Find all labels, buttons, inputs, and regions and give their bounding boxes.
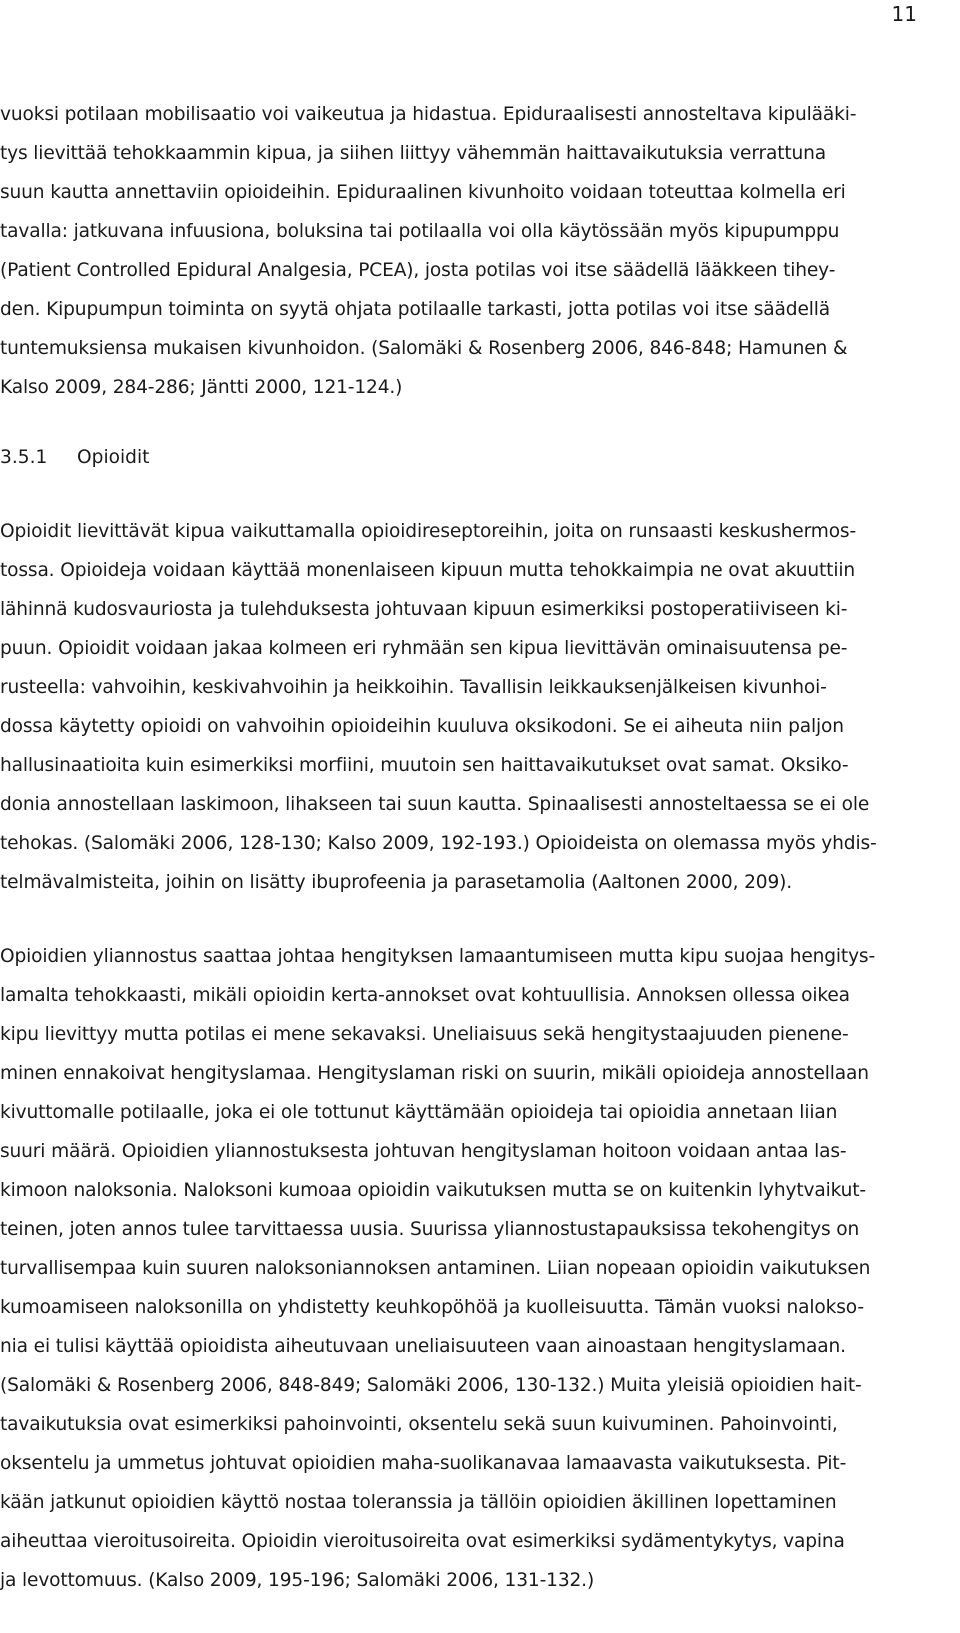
section-title: Opioidit [77,447,150,468]
page-number: 11 [891,2,917,26]
text-line: donia annostellaan laskimoon, lihakseen tai suun kautta. Spinaalisesti annosteltaessa se ei ole [0,794,870,815]
text-line: aiheuttaa vieroitusoireita. Opioidin vieroitusoireita ovat esimerkiksi sydämentykytys, vapina [0,1531,845,1552]
section-number: 3.5.1 [0,447,48,468]
text-line: tossa. Opioideja voidaan käyttää monenlaiseen kipuun mutta tehokkaimpia ne ovat akuuttiin [0,560,855,581]
text-line: tavalla: jatkuvana infuusiona, boluksina tai potilaalla voi olla käytössään myös kipupumppu [0,221,840,242]
text-line: tuntemuksiensa mukaisen kivunhoidon. (Salomäki & Rosenberg 2006, 846-848; Hamunen & [0,338,848,359]
text-line: lähinnä kudosvauriosta ja tulehduksesta johtuvaan kipuun esimerkiksi postoperatiiviseen ki- [0,599,848,620]
text-line: kumoamiseen naloksonilla on yhdistetty keuhkopöhöä ja kuolleisuutta. Tämän vuoksi nalokso- [0,1297,864,1318]
section-heading [0,447,149,468]
text-line: Opioidien yliannostus saattaa johtaa hengityksen lamaantumiseen mutta kipu suojaa hengitys- [0,946,876,967]
text-line: tys lievittää tehokkaammin kipua, ja siihen liittyy vähemmän haittavaikutuksia verrattuna [0,143,827,164]
text-line: (Patient Controlled Epidural Analgesia, PCEA), josta potilas voi itse säädellä lääkkeen tihey- [0,260,836,281]
text-line: turvallisempaa kuin suuren naloksoniannoksen antaminen. Liian nopeaan opioidin vaikutuksen [0,1258,871,1279]
text-line: kään jatkunut opioidien käyttö nostaa toleranssia ja tällöin opioidien äkillinen lopettaminen [0,1492,837,1513]
text-line: kipu lievittyy mutta potilas ei mene sekavaksi. Uneliaisuus sekä hengitystaajuuden pienene- [0,1024,849,1045]
text-line: nia ei tulisi käyttää opioidista aiheutuvaan uneliaisuuteen vaan ainoastaan hengityslamaan. [0,1336,846,1357]
text-line: den. Kipupumpun toiminta on syytä ohjata potilaalle tarkasti, jotta potilas voi itse säädellä [0,299,831,320]
text-line: minen ennakoivat hengityslamaa. Hengityslaman riski on suurin, mikäli opioideja annostellaan [0,1063,869,1084]
text-line: tavaikutuksia ovat esimerkiksi pahoinvointi, oksentelu sekä suun kuivuminen. Pahoinvointi, [0,1414,838,1435]
text-line: tehokas. (Salomäki 2006, 128-130; Kalso 2009, 192-193.) Opioideista on olemassa myös yhdis- [0,833,877,854]
text-line: suuri määrä. Opioidien yliannostuksesta johtuvan hengityslaman hoitoon voidaan antaa las- [0,1141,847,1162]
text-line: vuoksi potilaan mobilisaatio voi vaikeutua ja hidastua. Epiduraalisesti annosteltava kipulääki- [0,104,857,125]
text-line: suun kautta annettaviin opioideihin. Epiduraalinen kivunhoito voidaan toteuttaa kolmella eri [0,182,846,203]
text-line: kimoon naloksonia. Naloksoni kumoaa opioidin vaikutuksen mutta se on kuitenkin lyhytvaikut- [0,1180,866,1201]
text-line: rusteella: vahvoihin, keskivahvoihin ja heikkoihin. Tavallisin leikkauksenjälkeisen kivunhoi- [0,677,827,698]
text-line: oksentelu ja ummetus johtuvat opioidien maha-suolikanavaa lamaavasta vaikutuksesta. Pit- [0,1453,847,1474]
text-line: (Salomäki & Rosenberg 2006, 848-849; Salomäki 2006, 130-132.) Muita yleisiä opioidien hait- [0,1375,862,1396]
text-line: ja levottomuus. (Kalso 2009, 195-196; Salomäki 2006, 131-132.) [0,1570,595,1591]
text-line: telmävalmisteita, joihin on lisätty ibuprofeenia ja parasetamolia (Aaltonen 2000, 209). [0,872,793,893]
text-line: kivuttomalle potilaalle, joka ei ole tottunut käyttämään opioideja tai opioidia annetaan liian [0,1102,838,1123]
text-line: teinen, joten annos tulee tarvittaessa uusia. Suurissa yliannostustapauksissa tekohengitys on [0,1219,860,1240]
text-line: puun. Opioidit voidaan jakaa kolmeen eri ryhmään sen kipua lievittävän ominaisuutensa pe- [0,638,848,659]
text-line: Kalso 2009, 284-286; Jäntti 2000, 121-124.) [0,377,403,398]
text-line: hallusinaatioita kuin esimerkiksi morfiini, muutoin sen haittavaikutukset ovat samat. Oksiko- [0,755,849,776]
text-line: dossa käytetty opioidi on vahvoihin opioideihin kuuluva oksikodoni. Se ei aiheuta niin paljon [0,716,844,737]
text-line: lamalta tehokkaasti, mikäli opioidin kerta-annokset ovat kohtuullisia. Annoksen ollessa oikea [0,985,850,1006]
text-line: Opioidit lievittävät kipua vaikuttamalla opioidireseptoreihin, joita on runsaasti keskushermos- [0,521,857,542]
